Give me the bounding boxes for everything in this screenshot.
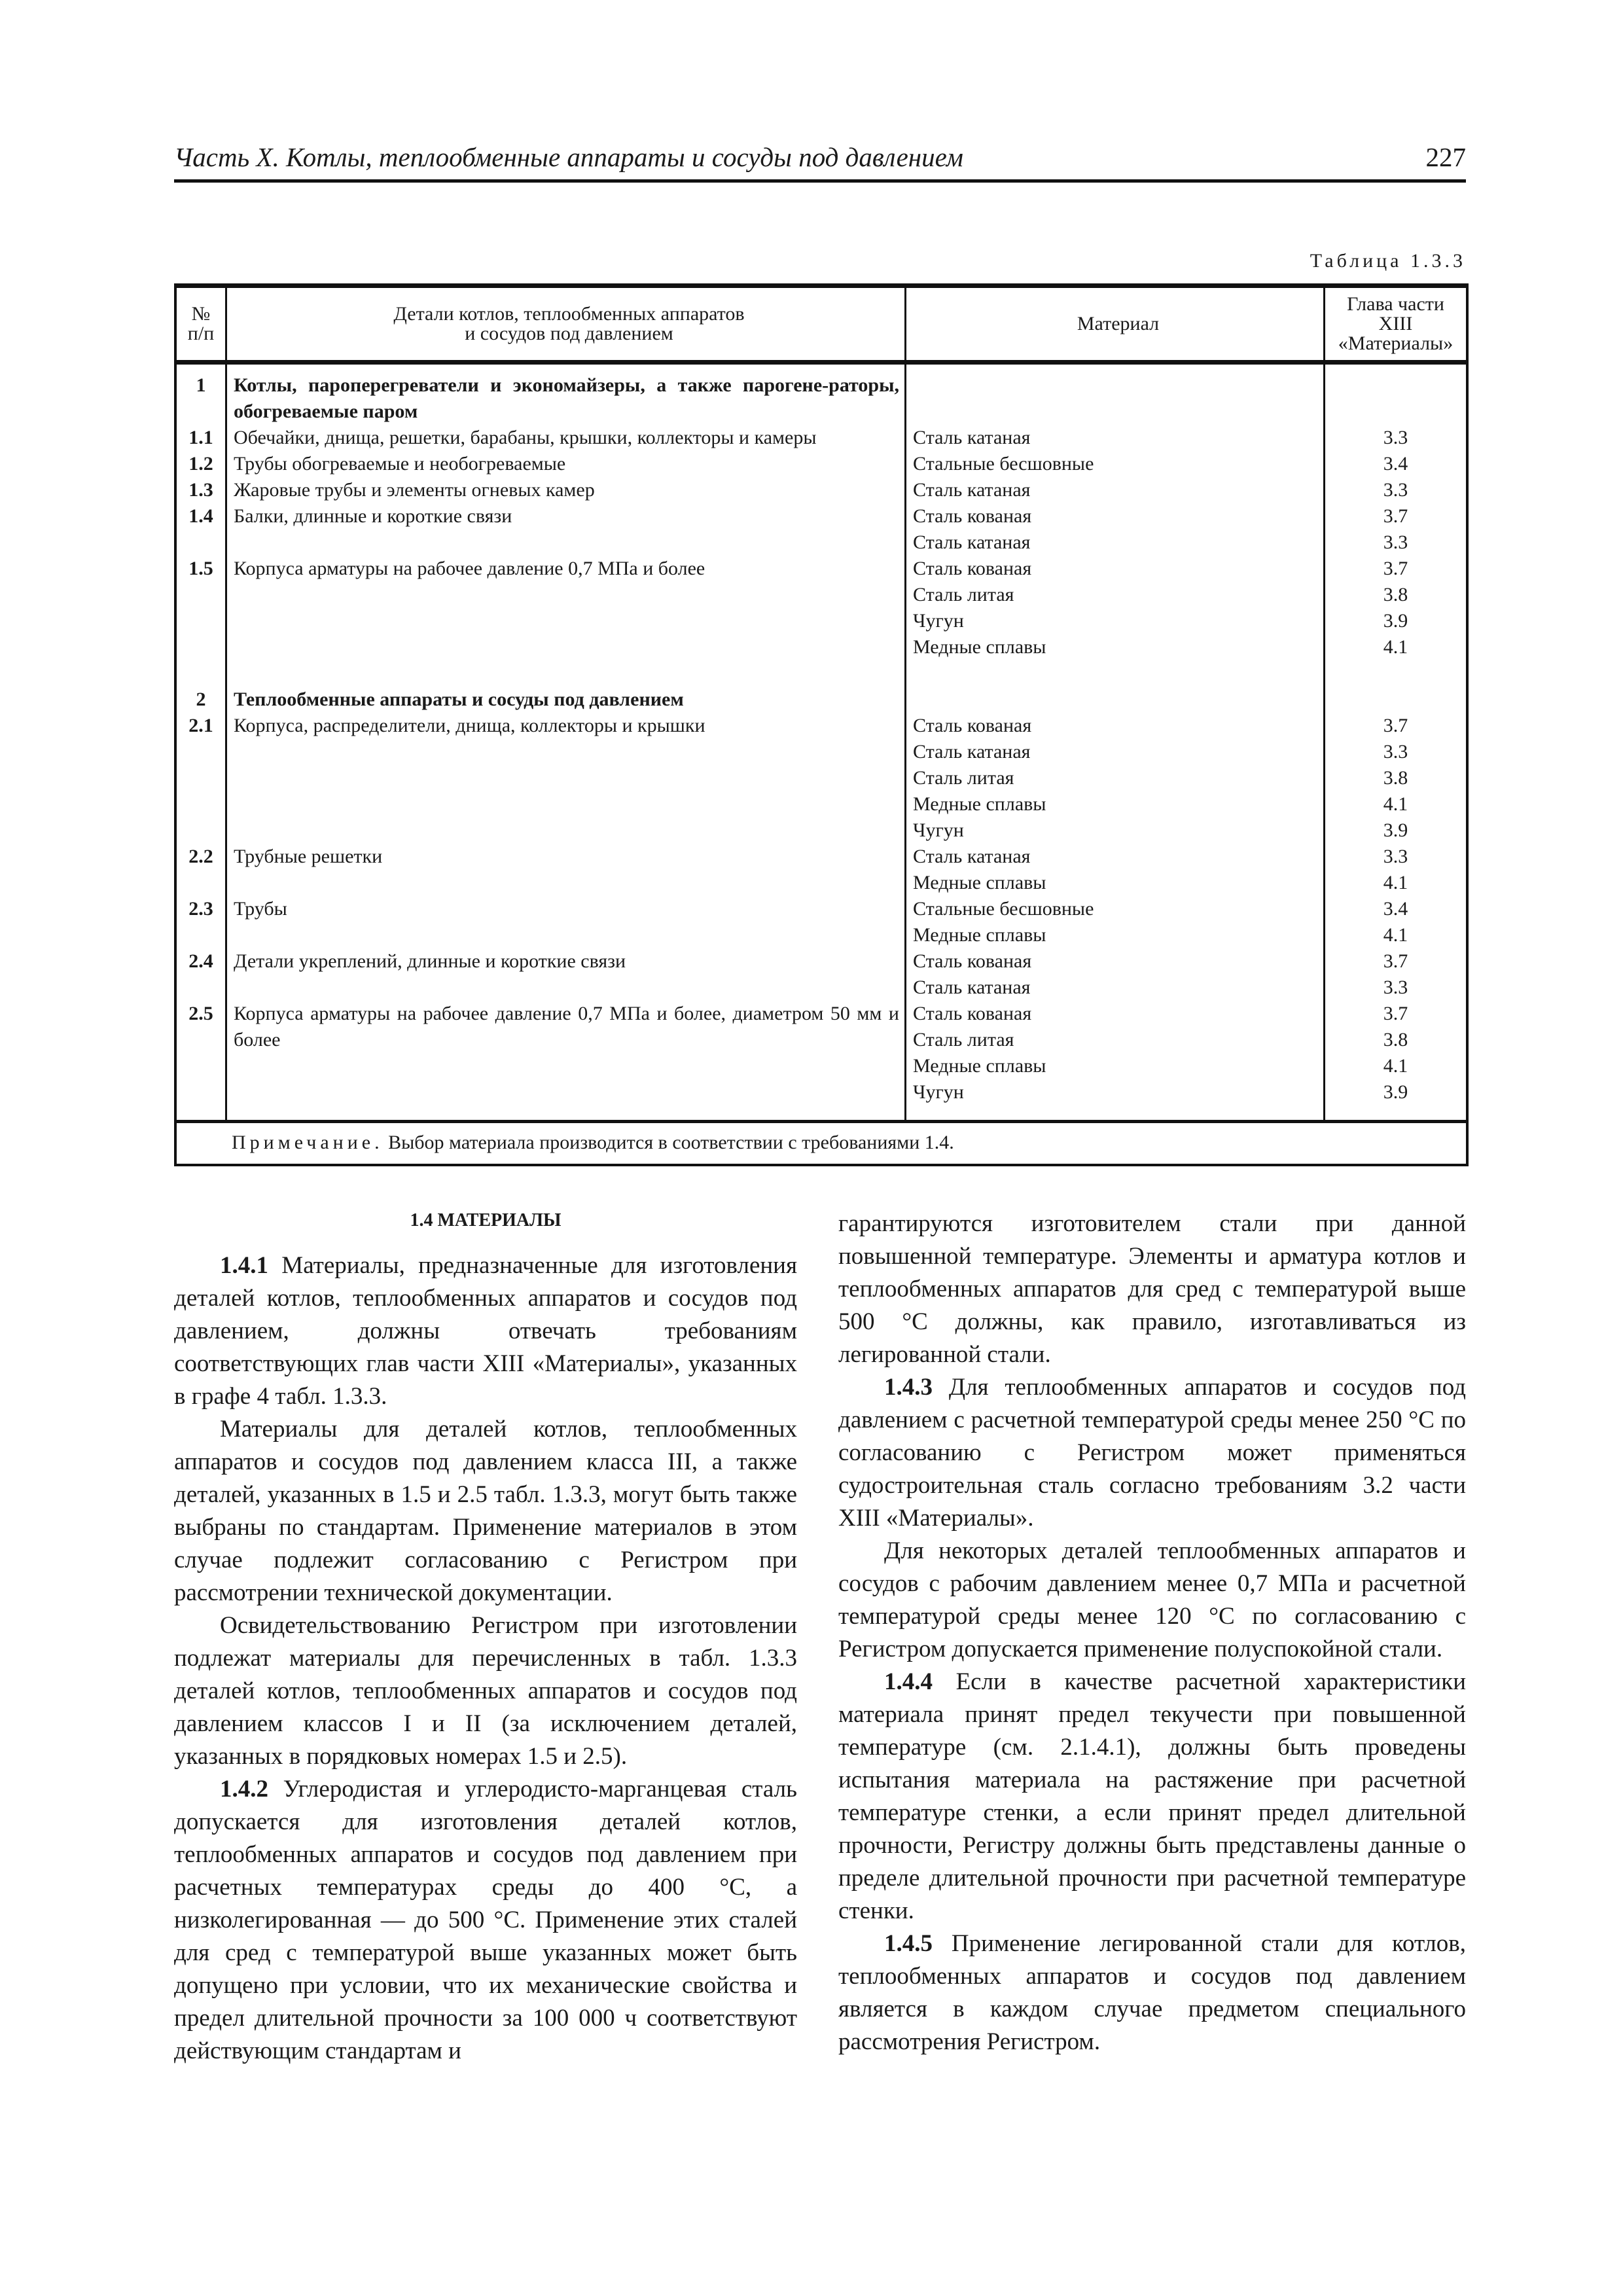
table-spacer	[177, 1105, 1466, 1120]
paragraph	[838, 1208, 1466, 1371]
row-number	[177, 660, 227, 687]
material-name: Сталь литая	[913, 767, 1014, 789]
material-name: Стальные бесшовные	[913, 898, 1094, 920]
chapter-ref: 3.3	[1383, 846, 1408, 867]
paragraph	[174, 1413, 797, 1609]
row-number: 1.4	[177, 503, 227, 556]
row-materials	[906, 477, 1325, 503]
row-chapters	[1325, 687, 1466, 713]
material-name: Сталь катаная	[913, 479, 1031, 501]
right-column	[838, 1208, 1466, 2058]
chapter-ref: 3.3	[1383, 977, 1408, 998]
material-name: Сталь кованая	[913, 715, 1032, 736]
paragraph-text: Для некоторых деталей теплообменных аппаратов и сосудов с рабочим давлением менее 0,7 МПа и расчетной температурой среды менее 120 °С по согласованию с Регистром допускается применение полуспокойной стали.	[838, 1537, 1466, 1662]
row-chapters	[1325, 372, 1466, 425]
spacer-cell	[1325, 1105, 1466, 1120]
row-number: 1.1	[177, 425, 227, 451]
paragraph	[838, 1371, 1466, 1535]
table-row	[177, 660, 1466, 687]
row-materials	[906, 660, 1325, 687]
table-row	[177, 896, 1466, 948]
chapter-ref: 4.1	[1383, 1055, 1408, 1077]
row-chapters	[1325, 503, 1466, 556]
chapter-ref: 3.7	[1383, 1003, 1408, 1024]
row-detail: Трубы	[227, 896, 906, 948]
spacer-cell	[906, 1105, 1325, 1120]
paragraph	[838, 1535, 1466, 1666]
table-row	[177, 556, 1466, 660]
paragraph	[838, 1928, 1466, 2058]
material-name: Медные сплавы	[913, 636, 1046, 658]
paragraph-number: 1.4.4	[884, 1668, 933, 1695]
row-number: 2.3	[177, 896, 227, 948]
row-chapters	[1325, 477, 1466, 503]
row-detail: Корпуса арматуры на рабочее давление 0,7 МПа и более, диаметром 50 мм и более	[227, 1001, 906, 1105]
table-row	[177, 844, 1466, 896]
row-detail: Трубы обогреваемые и необогреваемые	[227, 451, 906, 477]
paragraph-text: Если в качестве расчетной характеристики материала принят предел текучести при повышенной температуре (см. 2.1.4.1), должны быть проведены испытания материала на растяжение при расчетной температуре стенки, а если принят предел длительной прочности, Регистру должны быть представлены данные о пределе длительной прочности при расчетной температуре стенки.	[838, 1668, 1466, 1924]
header-details: Детали котлов, теплообменных аппаратов и сосудов под давлением	[227, 288, 906, 360]
table-caption: Таблица 1.3.3	[1310, 250, 1466, 272]
paragraph-text: Материалы для деталей котлов, теплообменных аппаратов и сосудов под давлением класса III, а также деталей, указанных в 1.5 и 2.5 табл. 1.3.3, могут быть также выбраны по стандартам. Применение материалов в этом случае подлежит согласованию с Регистром при рассмотрении технической документации.	[174, 1416, 797, 1606]
chapter-ref: 3.7	[1383, 505, 1408, 527]
chapter-ref: 3.9	[1383, 819, 1408, 841]
material-name: Сталь литая	[913, 1029, 1014, 1050]
spacer-cell	[177, 365, 227, 372]
row-detail: Трубные решетки	[227, 844, 906, 896]
chapter-ref: 3.9	[1383, 610, 1408, 632]
row-number: 1.3	[177, 477, 227, 503]
row-materials	[906, 687, 1325, 713]
material-name: Сталь катаная	[913, 846, 1031, 867]
row-materials	[906, 556, 1325, 660]
paragraph	[174, 1773, 797, 2068]
row-number: 2.2	[177, 844, 227, 896]
table-row	[177, 713, 1466, 844]
table-header	[177, 288, 1466, 365]
row-materials	[906, 713, 1325, 844]
table-row	[177, 372, 1466, 425]
material-name: Сталь кованая	[913, 558, 1032, 579]
chapter-ref: 3.7	[1383, 715, 1408, 736]
table-note	[177, 1120, 1466, 1164]
material-name: Сталь катаная	[913, 531, 1031, 553]
paragraph-text: Освидетельствованию Регистром при изготовлении подлежат материалы для перечисленных в табл. 1.3.3 деталей котлов, теплообменных аппаратов и сосудов под давлением классов I и II (за исключением деталей, указанных в порядковых номерах 1.5 и 2.5).	[174, 1612, 797, 1770]
chapter-ref: 4.1	[1383, 924, 1408, 946]
paragraph-number: 1.4.5	[884, 1930, 933, 1957]
row-materials	[906, 503, 1325, 556]
paragraph-text: гарантируются изготовителем стали при данной повышенной температуре. Элементы и арматура котлов и теплообменных аппаратов для сред с температурой выше 500 °С должны, как правило, изготавливаться из легированной стали.	[838, 1210, 1466, 1368]
paragraph-text: Материалы, предназначенные для изготовления деталей котлов, теплообменных аппаратов и сосудов под давлением, должны отвечать требованиям соответствующих глав части XIII «Материалы», указанных в графе 4 табл. 1.3.3.	[174, 1252, 797, 1410]
row-detail: Детали укреплений, длинные и короткие связи	[227, 948, 906, 1001]
row-detail: Теплообменные аппараты и сосуды под давлением	[227, 687, 906, 713]
spacer-cell	[1325, 365, 1466, 372]
materials-table	[174, 283, 1469, 1166]
row-materials	[906, 844, 1325, 896]
row-number: 1.5	[177, 556, 227, 660]
row-chapters	[1325, 844, 1466, 896]
material-name: Стальные бесшовные	[913, 453, 1094, 475]
material-name: Медные сплавы	[913, 793, 1046, 815]
row-detail: Корпуса арматуры на рабочее давление 0,7 МПа и более	[227, 556, 906, 660]
row-detail: Балки, длинные и короткие связи	[227, 503, 906, 556]
header-material: Материал	[906, 288, 1325, 360]
paragraph	[838, 1666, 1466, 1928]
chapter-ref: 3.4	[1383, 453, 1408, 475]
chapter-ref: 3.3	[1383, 741, 1408, 762]
header-chapter: Глава части XIII «Материалы»	[1338, 293, 1454, 354]
material-name: Медные сплавы	[913, 1055, 1046, 1077]
row-materials	[906, 896, 1325, 948]
material-name: Чугун	[913, 819, 964, 841]
table-row	[177, 687, 1466, 713]
row-chapters	[1325, 896, 1466, 948]
chapter-ref: 3.3	[1383, 427, 1408, 448]
spacer-cell	[227, 365, 906, 372]
paragraph	[174, 1249, 797, 1413]
spacer-cell	[227, 1105, 906, 1120]
material-name: Сталь катаная	[913, 977, 1031, 998]
row-chapters	[1325, 1001, 1466, 1105]
row-detail	[227, 660, 906, 687]
row-chapters	[1325, 660, 1466, 687]
row-chapters	[1325, 713, 1466, 844]
chapter-ref: 3.8	[1383, 767, 1408, 789]
note-label: Примечание.	[232, 1132, 383, 1153]
spacer-cell	[906, 365, 1325, 372]
paragraph-text: Углеродистая и углеродисто-марганцевая сталь допускается для изготовления деталей котлов, теплообменных аппаратов и сосудов под давлением при расчетных температурах среды до 400 °С, а низколегированная — до 500 °С. Применение этих сталей для сред с температурой выше указанных может быть допущено при условии, что их механические свойства и предел длительной прочности за 100 000 ч соответствуют действующим стандартам и	[174, 1776, 797, 2064]
chapter-ref: 3.3	[1383, 531, 1408, 553]
table-row	[177, 477, 1466, 503]
table-spacer	[177, 365, 1466, 372]
running-header	[174, 139, 1466, 183]
chapter-ref: 4.1	[1383, 793, 1408, 815]
chapter-ref: 3.8	[1383, 1029, 1408, 1050]
row-materials	[906, 1001, 1325, 1105]
row-detail: Обечайки, днища, решетки, барабаны, крышки, коллекторы и камеры	[227, 425, 906, 451]
table-row	[177, 503, 1466, 556]
header-title: Часть X. Котлы, теплообменные аппараты и сосуды под давлением	[174, 142, 963, 172]
row-materials	[906, 451, 1325, 477]
material-name: Чугун	[913, 610, 964, 632]
table-row	[177, 1001, 1466, 1105]
paragraph-text: Применение легированной стали для котлов, теплообменных аппаратов и сосудов под давлением является в каждом случае предметом специального рассмотрения Регистром.	[838, 1930, 1466, 2055]
material-name: Сталь катаная	[913, 427, 1031, 448]
table-row	[177, 948, 1466, 1001]
chapter-ref: 3.3	[1383, 479, 1408, 501]
row-number: 2.5	[177, 1001, 227, 1105]
row-number: 1.2	[177, 451, 227, 477]
row-materials	[906, 948, 1325, 1001]
table-row	[177, 425, 1466, 451]
material-name: Сталь кованая	[913, 950, 1032, 972]
chapter-ref: 3.9	[1383, 1081, 1408, 1103]
row-number: 1	[177, 372, 227, 425]
row-materials	[906, 372, 1325, 425]
material-name: Сталь литая	[913, 584, 1014, 605]
chapter-ref: 3.8	[1383, 584, 1408, 605]
row-chapters	[1325, 948, 1466, 1001]
row-materials	[906, 425, 1325, 451]
paragraph-number: 1.4.2	[220, 1776, 268, 1803]
paragraph-text: Для теплообменных аппаратов и сосудов под давлением с расчетной температурой среды менее 250 °С по согласованию с Регистром может применяться судостроительная сталь согласно требованиям 3.2 части XIII «Материалы».	[838, 1374, 1466, 1532]
paragraph-number: 1.4.3	[884, 1374, 933, 1401]
row-number: 2	[177, 687, 227, 713]
row-number: 2.1	[177, 713, 227, 844]
paragraph-number: 1.4.1	[220, 1252, 268, 1279]
chapter-ref: 3.7	[1383, 558, 1408, 579]
row-chapters	[1325, 451, 1466, 477]
table-row	[177, 451, 1466, 477]
material-name: Сталь кованая	[913, 505, 1032, 527]
row-detail: Жаровые трубы и элементы огневых камер	[227, 477, 906, 503]
row-detail: Котлы, пароперегреватели и экономайзеры, а также парогене-раторы, обогреваемые паром	[227, 372, 906, 425]
header-number: № п/п	[177, 288, 227, 360]
material-name: Медные сплавы	[913, 872, 1046, 893]
material-name: Сталь катаная	[913, 741, 1031, 762]
page-number: 227	[1425, 142, 1466, 172]
material-name: Сталь кованая	[913, 1003, 1032, 1024]
chapter-ref: 3.4	[1383, 898, 1408, 920]
row-chapters	[1325, 556, 1466, 660]
row-detail: Корпуса, распределители, днища, коллекторы и крышки	[227, 713, 906, 844]
material-name: Медные сплавы	[913, 924, 1046, 946]
chapter-ref: 4.1	[1383, 636, 1408, 658]
left-column	[174, 1208, 797, 2068]
row-chapters	[1325, 425, 1466, 451]
chapter-ref: 4.1	[1383, 872, 1408, 893]
spacer-cell	[177, 1105, 227, 1120]
table-body	[177, 365, 1466, 1120]
note-text: Выбор материала производится в соответствии с требованиями 1.4.	[383, 1132, 954, 1153]
paragraph	[174, 1609, 797, 1773]
row-number: 2.4	[177, 948, 227, 1001]
chapter-ref: 3.7	[1383, 950, 1408, 972]
material-name: Чугун	[913, 1081, 964, 1103]
section-title: 1.4 МАТЕРИАЛЫ	[410, 1210, 562, 1230]
